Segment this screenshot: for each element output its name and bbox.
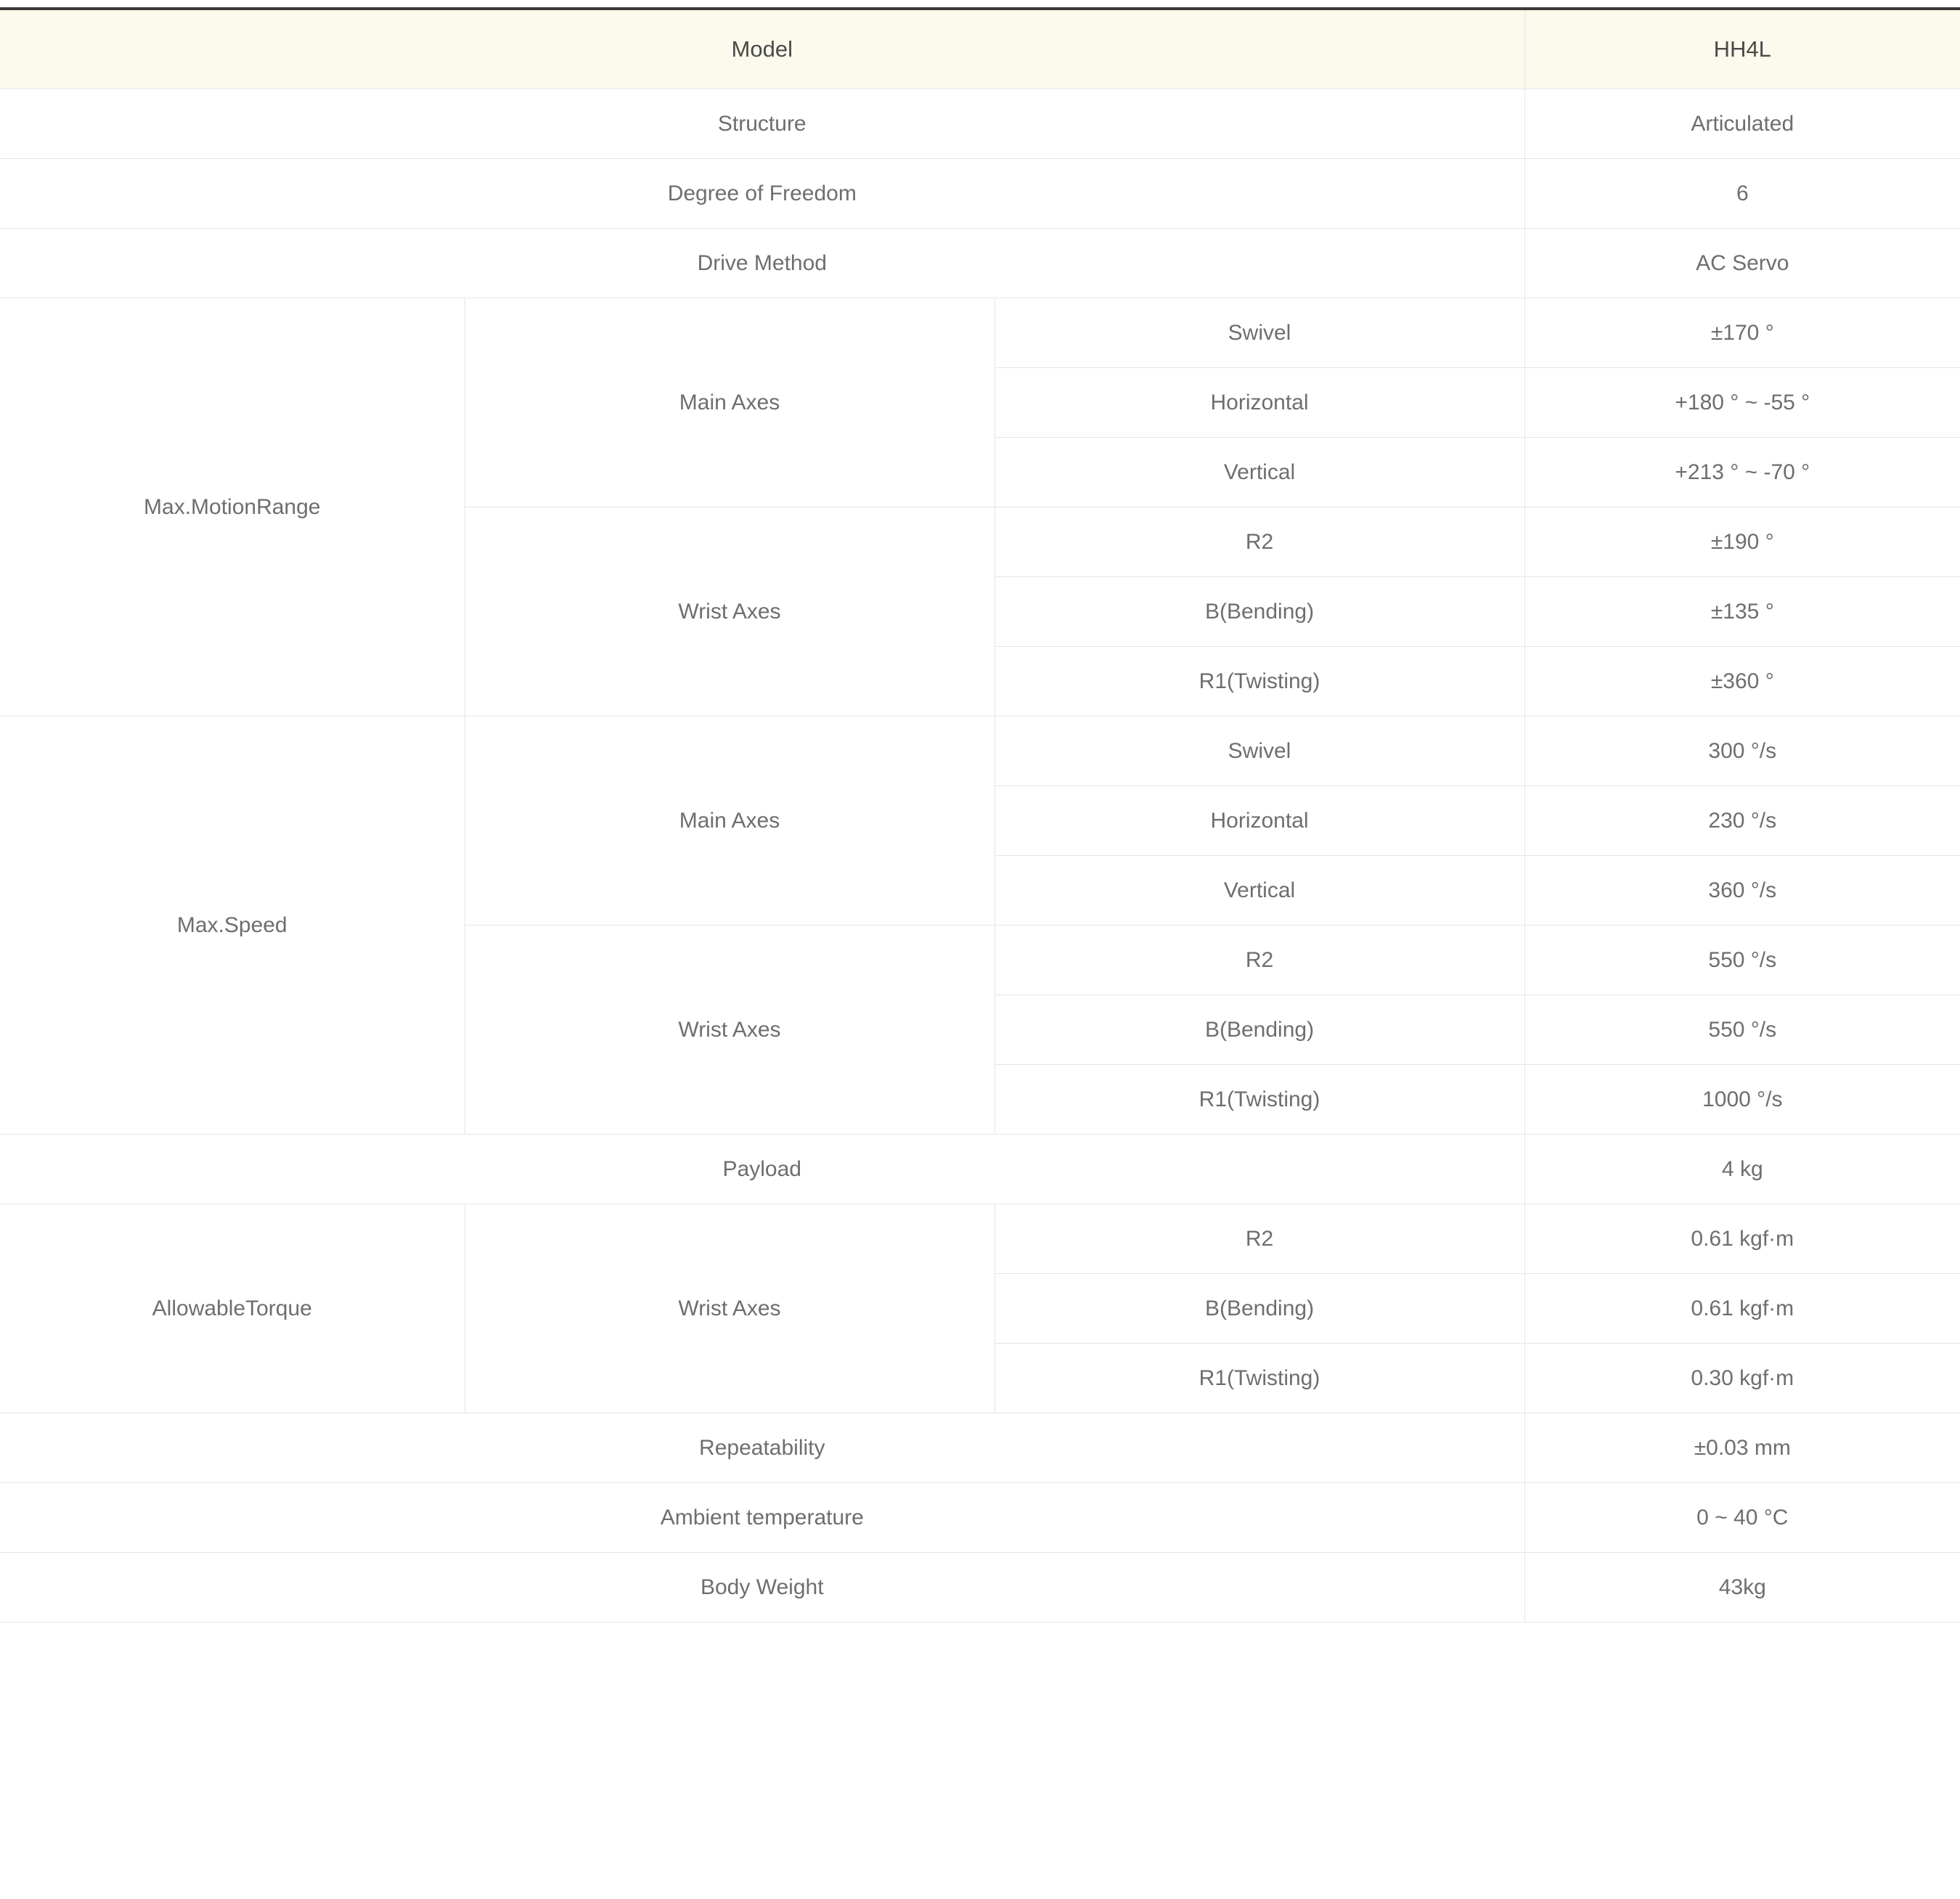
motion-range-item-name: B(Bending) — [995, 577, 1524, 647]
motion-range-item-name: R1(Twisting) — [995, 647, 1524, 716]
table-row — [0, 1135, 1960, 1204]
motion-range-item-value: +213 ° ~ -70 ° — [1524, 438, 1960, 507]
payload-value: 4 kg — [1524, 1135, 1960, 1204]
ambient-temperature-value: 0 ~ 40 °C — [1524, 1483, 1960, 1553]
allowable-torque-group-label: AllowableTorque — [0, 1204, 465, 1413]
degree-of-freedom-value: 6 — [1524, 159, 1960, 229]
table-row — [0, 716, 1960, 786]
allowable-torque-item-value: 0.61 kgf·m — [1524, 1204, 1960, 1274]
degree-of-freedom-label: Degree of Freedom — [0, 159, 1524, 229]
motion-range-item-value: ±190 ° — [1524, 507, 1960, 577]
motion-range-wrist-axes-label: Wrist Axes — [465, 507, 995, 716]
structure-value: Articulated — [1524, 89, 1960, 159]
motion-range-item-value: ±360 ° — [1524, 647, 1960, 716]
allowable-torque-item-value: 0.61 kgf·m — [1524, 1274, 1960, 1344]
table-row — [0, 229, 1960, 298]
table-row — [0, 89, 1960, 159]
allowable-torque-item-name: B(Bending) — [995, 1274, 1524, 1344]
table-row — [0, 1483, 1960, 1553]
drive-method-value: AC Servo — [1524, 229, 1960, 298]
motion-range-item-value: +180 ° ~ -55 ° — [1524, 368, 1960, 438]
header-model-label: Model — [0, 9, 1524, 89]
table-row — [0, 298, 1960, 368]
max-speed-item-name: Swivel — [995, 716, 1524, 786]
max-speed-item-value: 230 °/s — [1524, 786, 1960, 856]
allowable-torque-item-value: 0.30 kgf·m — [1524, 1344, 1960, 1413]
max-speed-item-name: B(Bending) — [995, 995, 1524, 1065]
max-speed-item-value: 360 °/s — [1524, 856, 1960, 926]
motion-range-item-name: Vertical — [995, 438, 1524, 507]
max-speed-item-name: R2 — [995, 926, 1524, 995]
max-speed-item-value: 1000 °/s — [1524, 1065, 1960, 1135]
table-header-row — [0, 9, 1960, 89]
motion-range-item-name: Swivel — [995, 298, 1524, 368]
specification-table — [0, 7, 1960, 1622]
table-row — [0, 1553, 1960, 1622]
max-speed-main-axes-label: Main Axes — [465, 716, 995, 926]
motion-range-item-name: Horizontal — [995, 368, 1524, 438]
ambient-temperature-label: Ambient temperature — [0, 1483, 1524, 1553]
repeatability-label: Repeatability — [0, 1413, 1524, 1483]
motion-range-item-name: R2 — [995, 507, 1524, 577]
table-row — [0, 159, 1960, 229]
max-speed-item-value: 550 °/s — [1524, 926, 1960, 995]
max-speed-wrist-axes-label: Wrist Axes — [465, 926, 995, 1135]
allowable-torque-item-name: R1(Twisting) — [995, 1344, 1524, 1413]
max-speed-item-name: Vertical — [995, 856, 1524, 926]
max-speed-group-label: Max.Speed — [0, 716, 465, 1135]
table-row — [0, 1413, 1960, 1483]
payload-label: Payload — [0, 1135, 1524, 1204]
body-weight-value: 43kg — [1524, 1553, 1960, 1622]
repeatability-value: ±0.03 mm — [1524, 1413, 1960, 1483]
structure-label: Structure — [0, 89, 1524, 159]
header-model-value: HH4L — [1524, 9, 1960, 89]
max-speed-item-name: Horizontal — [995, 786, 1524, 856]
motion-range-item-value: ±170 ° — [1524, 298, 1960, 368]
max-speed-item-value: 550 °/s — [1524, 995, 1960, 1065]
drive-method-label: Drive Method — [0, 229, 1524, 298]
allowable-torque-item-name: R2 — [995, 1204, 1524, 1274]
allowable-torque-wrist-axes-label: Wrist Axes — [465, 1204, 995, 1413]
body-weight-label: Body Weight — [0, 1553, 1524, 1622]
motion-range-group-label: Max.MotionRange — [0, 298, 465, 716]
max-speed-item-name: R1(Twisting) — [995, 1065, 1524, 1135]
table-row — [0, 1204, 1960, 1274]
max-speed-item-value: 300 °/s — [1524, 716, 1960, 786]
motion-range-item-value: ±135 ° — [1524, 577, 1960, 647]
motion-range-main-axes-label: Main Axes — [465, 298, 995, 507]
